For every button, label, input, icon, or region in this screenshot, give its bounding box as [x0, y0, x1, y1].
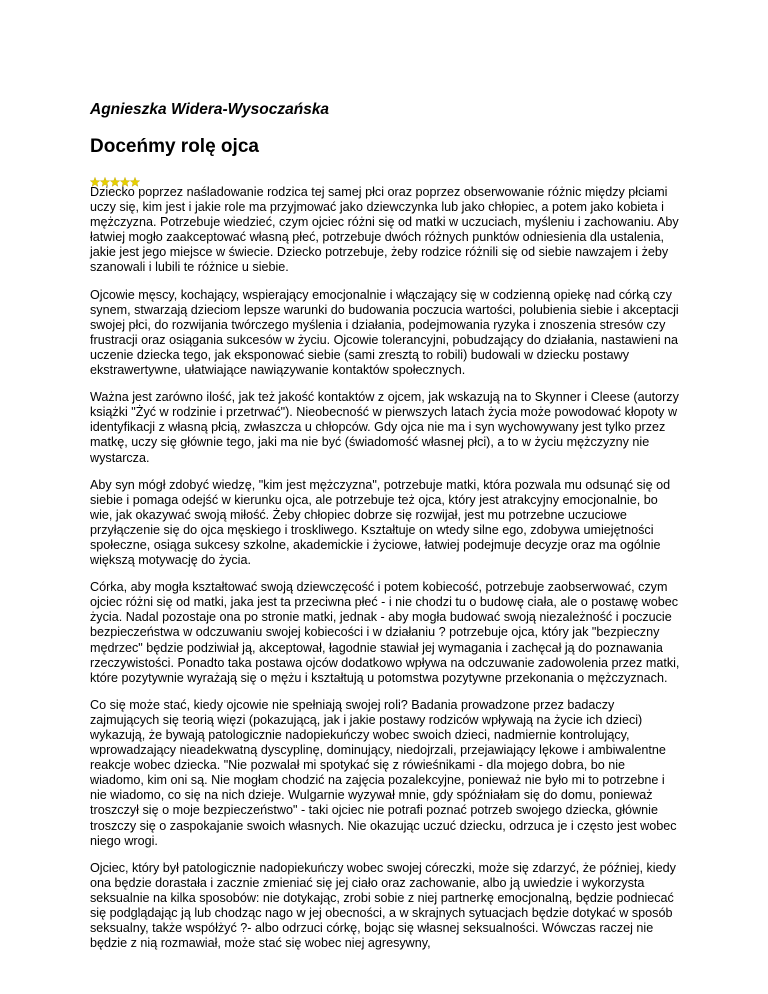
paragraph: Ojcowie męscy, kochający, wspierający emocjonalnie i włączający się w codzienną opiekę nad córką czy synem, stwarzają dzieciom lepsze warunki do budowania poczucia wartości, polubienia siebie i akceptacji swojej płci, do rozwijania twórczego myślenia i działania, podejmowania ryzyka i znoszenia stresów czy frustracji oraz osiągania sukcesów w życiu. Ojcowie tolerancyjni, pobudzający do działania, nastawieni na uczenie dziecka tego, jak eksponować siebie (sami zresztą to robili) budowali w dziecku postawy ekstrawertywne, ułatwiające nawiązywanie kontaktów społecznych.	[90, 287, 679, 378]
paragraph: Ojciec, który był patologicznie nadopiekuńczy wobec swojej córeczki, może się zdarzyć, że później, kiedy ona będzie dorastała i zacznie zmieniać się jej ciało oraz zachowanie, albo ją uwiedzie i wykorzysta seksualnie na kilka sposobów: nie dotykając, zrobi sobie z niej partnerkę emocjonalną, będzie podniecać się podglądając ją lub chodząc nago w jej obecności, a w skrajnych sytuacjach będzie dotykać w sposób seksualny, także współżyć ?- albo odrzuci córkę, bojąc się własnej seksualności. Wówczas raczej nie będzie z nią rozmawiał, może stać się wobec niej agresywny,	[90, 860, 676, 951]
author-name: Agnieszka Widera-Wysoczańska	[90, 101, 330, 118]
article-body	[90, 185, 680, 963]
article-title: Doceńmy rolę ojca	[90, 136, 259, 157]
paragraph: Co się może stać, kiedy ojcowie nie spełniają swojej roli? Badania prowadzone przez badaczy zajmujących się teorią więzi (pokazującą, jak i jakie postawy rodziców wpływają na życie ich dzieci) wykazują, że bywają patologicznie nadopiekuńczy wobec swoich dzieci, nadmiernie kontrolujący, wprowadzający nieadekwatną dyscyplinę, dominujący, niedojrzali, przejawiający lękowe i ambiwalentne reakcje wobec dziecka. "Nie pozwalał mi spotykać się z rówieśnikami - dla mojego dobra, bo nie wiadomo, kim oni są. Nie mogłam chodzić na zajęcia pozalekcyjne, ponieważ nie było mi to potrzebne i nie wiadomo, co się na nich dzieje. Wulgarnie wyzywał mnie, gdy spóźniałam się do domu, ponieważ troszczył się o moje bezpieczeństwo" - taki ojciec nie potrafi poznać potrzeb swojego dziecka, głównie troszczy się o zaspokajanie swoich własnych. Nie okazując uczuć dziecku, odrzuca je i często jest wobec niego wrogi.	[90, 697, 677, 848]
paragraph: Dziecko poprzez naśladowanie rodzica tej samej płci oraz poprzez obserwowanie różnic między płciami uczy się, kim jest i jakie role ma przyjmować jako dziewczynka lub jako chłopiec, a potem jako kobieta i mężczyzna. Potrzebuje wiedzieć, czym ojciec różni się od matki w uczuciach, myśleniu i zachowaniu. Aby łatwiej mogło zaakceptować własną płeć, potrzebuje dwóch różnych punktów odniesienia dla ustalenia, jakie jest jego miejsce w świecie. Dziecko potrzebuje, żeby rodzice różnili się od siebie nawzajem i żeby szanowali i lubili te różnice u siebie.	[90, 185, 679, 275]
paragraph: Ważna jest zarówno ilość, jak też jakość kontaktów z ojcem, jak wskazują na to Skynner i Cleese (autorzy książki "Żyć w rodzinie i przetrwać"). Nieobecność w pierwszych latach życia może powodować kłopoty w identyfikacji z własną płcią, zwłaszcza u chłopców. Gdy ojca nie ma i syn wychowywany jest tylko przez matkę, uczy się głównie tego, jaki ma nie być (świadomość własnej płci), a to w życiu mężczyzny nie wystarcza.	[90, 390, 679, 465]
paragraph: Aby syn mógł zdobyć wiedzę, "kim jest mężczyzna", potrzebuje matki, która pozwala mu odsunąć się od siebie i pomaga odejść w kierunku ojca, ale potrzebuje też ojca, który jest atrakcyjny emocjonalnie, bo wie, jak okazywać swoją miłość. Żeby chłopiec dobrze się rozwijał, jest mu potrzebne uczuciowe przyłączenie się do ojca męskiego i troskliwego. Kształtuje on wtedy silne ego, zdobywa umiejętności społeczne, osiąga sukcesy szkolne, akademickie i życiowe, łatwiej podejmuje decyzje oraz ma ogólnie większą motywację do życia.	[90, 477, 671, 568]
paragraph: Córka, aby mogła kształtować swoją dziewczęcość i potem kobiecość, potrzebuje zaobserwować, czym ojciec różni się od matki, jaka jest ta przeciwna płeć - i nie chodzi tu o budowę ciała, ale o postawę wobec życia. Nadal pozostaje ona po stronie matki, jednak - aby mogła budować swoją niezależność i poczucie bezpieczeństwa w odczuwaniu swojej kobiecości i w działaniu ? potrzebuje ojca, który jak "bezpieczny mędrzec" będzie podziwiał ją, akceptował, łagodnie stawiał jej wymagania i zachęcał ją do poznawania rzeczywistości. Ponadto taka postawa ojców dodatkowo wpływa na odczuwanie zadowolenia przez matki, które pozytywnie wyrażają się o mężu i kształtują u potomstwa pozytywne przekonania o mężczyznach.	[90, 580, 680, 685]
